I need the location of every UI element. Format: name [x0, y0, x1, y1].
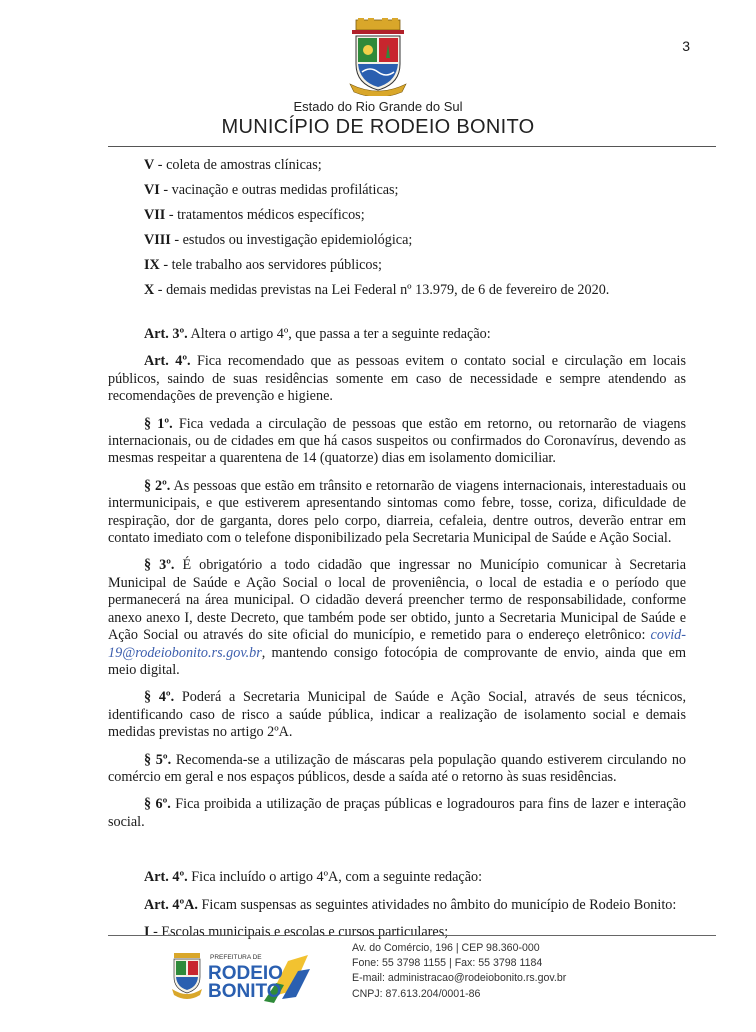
logo-caption: PREFEITURA DE: [210, 954, 262, 961]
item-text: - tratamentos médicos específicos;: [165, 207, 365, 223]
paragraph-text: Fica proibida a utilização de praças públicas e logradouros para fins de lazer e interação social.: [108, 796, 686, 830]
paragraph-label: Art. 4º.: [144, 353, 191, 370]
footer-cnpj: CNPJ: 87.613.204/0001-86: [352, 987, 481, 1000]
footer-divider: [108, 935, 716, 936]
list-item: [144, 281, 686, 299]
email-link[interactable]: covid-19@rodeiobonito.rs.gov.br: [108, 627, 686, 661]
paragraph-label: Art. 3º.: [144, 326, 188, 342]
paragraph-sec1: [108, 416, 686, 468]
item-number: X: [144, 282, 155, 298]
paragraph-text-after: , mantendo consigo fotocópia de comprovante de envio, ainda que em meio digital.: [108, 644, 686, 678]
footer-contact: [352, 941, 566, 1002]
list-item: [144, 206, 686, 224]
footer-email[interactable]: E-mail: administracao@rodeiobonito.rs.gov.br: [352, 972, 567, 985]
paragraph-text: Poderá a Secretaria Municipal de Saúde e Ação Social, através de seus técnicos, identificando caso de risco a saúde pública, indicar a realização de isolamento social e demais medidas previstas no artigo 2ºA.: [108, 689, 686, 741]
paragraph-label: Art. 4ºA.: [144, 896, 198, 913]
paragraph-text: Fica vedada a circulação de pessoas que estão em retorno, ou retornarão de viagens internacionais, ou de cidades em que há casos suspeitos ou confirmados do Coronavírus, devendo as mesmas respeitar a quarentena de 14 (quatorze) dias em isolamento domiciliar.: [108, 415, 686, 467]
paragraph-label: § 3º.: [144, 557, 175, 574]
paragraph-label: § 5º.: [144, 751, 172, 768]
paragraph-label: § 2º.: [144, 477, 171, 494]
prefeitura-logo: [170, 947, 310, 1005]
paragraph-text: Fica incluído o artigo 4ºA, com a seguinte redação:: [187, 869, 483, 886]
item-text: - vacinação e outras medidas profiláticas;: [159, 182, 399, 198]
municipal-coat-of-arms: [346, 18, 410, 96]
paragraph-text: - Escolas municipais e escolas e cursos particulares;: [149, 923, 449, 940]
logo-bonito: BONITO: [208, 981, 282, 1002]
list-item: [144, 181, 686, 199]
item-text: - estudos ou investigação epidemiológica;: [170, 232, 413, 248]
paragraph-item-i: [108, 924, 686, 941]
paragraph-text: Recomenda-se a utilização de máscaras pela população quando estiverem circulando no comércio em geral e nos espaços públicos, desde a saída até o retorno às suas residências.: [108, 751, 687, 785]
list-item: [144, 156, 686, 174]
list-item: [144, 256, 686, 274]
state-name: Estado do Rio Grande do Sul: [293, 99, 463, 114]
paragraph-art4: [108, 353, 686, 405]
paragraph-sec4: [108, 689, 686, 741]
paragraph-text: Ficam suspensas as seguintes atividades no âmbito do município de Rodeio Bonito:: [197, 896, 677, 913]
item-number: IX: [144, 257, 160, 273]
item-text: - coleta de amostras clínicas;: [154, 157, 322, 173]
paragraph-text: As pessoas que estão em trânsito e retornarão de viagens internacionais, interestaduais ou intermunicipais, e que estiverem apresentando sintomas como febre, tosse, coriza, dificuldade de respiração, dor de garganta, dores pelo corpo, diarreia, cefaleia, dentre outros, deverão entrar em contato imediato com o telefone disponibilizado pela Secretaria Municipal de Saúde e Ação Social.: [108, 477, 686, 547]
paragraph-label: § 4º.: [144, 689, 175, 706]
paragraph-art4-new: [108, 869, 686, 886]
document-body: [108, 156, 686, 951]
paragraph-sec2: [108, 478, 686, 548]
paragraph-sec5: [108, 752, 686, 787]
paragraph-sec3: [108, 557, 686, 679]
header-divider: [108, 146, 716, 147]
item-number: VI: [144, 182, 160, 198]
item-text: - tele trabalho aos servidores públicos;: [159, 257, 382, 273]
footer-phone: Fone: 55 3798 1155 | Fax: 55 3798 1184: [352, 957, 543, 970]
paragraph-label: I: [144, 923, 150, 940]
paragraph-art4a: [108, 897, 686, 914]
page-number: 3: [682, 38, 690, 54]
item-number: V: [144, 157, 155, 173]
paragraph-text: Fica recomendado que as pessoas evitem o contato social e circulação em locais públicos, saindo de suas residências somente em caso de necessidade e sempre atendendo as recomendações de prevenção e higiene.: [108, 353, 686, 405]
paragraph-text: É obrigatório a todo cidadão que ingressar no Município comunicar à Secretaria Municipal de Saúde e Ação Social o local de proveniência, o local de estadia e o período que permanecerá na área municipal. O cidadão deverá preencher termo de responsabilidade, conforme anexo anexo I, deste Decreto, que também pode ser obtido, junto a Secretaria Municipal de Saúde e Ação Social ou através do site oficial do município, e remetido para o endereço eletrônico:: [108, 557, 686, 644]
paragraph-text: Altera o artigo 4º, que passa a ter a seguinte redação:: [187, 326, 491, 342]
item-text: - demais medidas previstas na Lei Federal nº 13.979, de 6 de fevereiro de 2020.: [154, 282, 610, 298]
list-item: [144, 231, 686, 249]
footer-address: Av. do Comércio, 196 | CEP 98.360-000: [352, 942, 540, 954]
item-number: VII: [144, 207, 166, 223]
municipality-title: MUNICÍPIO DE RODEIO BONITO: [221, 116, 535, 138]
paragraph-sec6: [108, 796, 686, 831]
logo-rodeio: RODEIO: [208, 963, 283, 984]
paragraph-art3: [108, 326, 686, 343]
paragraph-label: § 1º.: [144, 415, 173, 432]
item-number: VIII: [144, 232, 171, 248]
paragraph-label: § 6º.: [144, 796, 171, 813]
paragraph-label: Art. 4º.: [144, 869, 188, 886]
